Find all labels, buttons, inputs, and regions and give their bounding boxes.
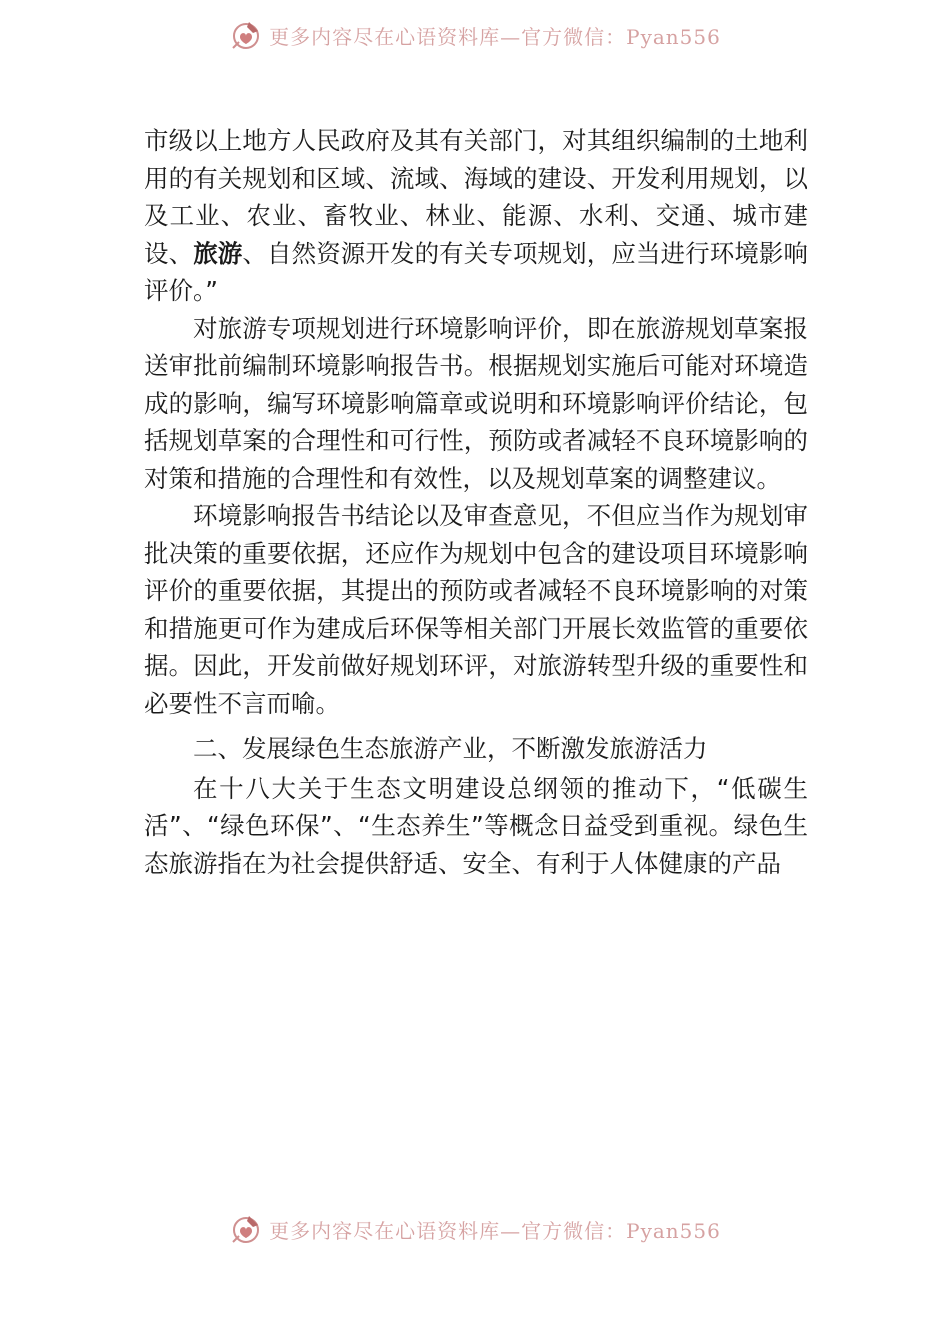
section-heading: 二、发展绿色生态旅游产业，不断激发旅游活力 xyxy=(193,734,708,763)
paragraph-1-text-start: 市级以上地方人民政府及其有关部门，对其组织编制的土地利用的有关规划和区域、流域、海域的建设、开发利用规划，以及工业、农业、畜牧业、林业、能源、水利、交通、城市建设、 xyxy=(144,126,808,268)
watermark-text: 更多内容尽在心语资料库—官方微信：Pyan556 xyxy=(269,24,721,49)
document-body xyxy=(144,122,808,882)
paragraph-1 xyxy=(144,122,808,310)
pen-heart-logo-icon xyxy=(229,1212,263,1246)
bold-keyword: 旅游 xyxy=(193,238,243,268)
paragraph-3: 环境影响报告书结论以及审查意见，不但应当作为规划审批决策的重要依据，还应作为规划中包含的建设项目环境影响评价的重要依据，其提出的预防或者减轻不良环境影响的对策和措施更可作为建成后环保等相关部门开展长效监管的重要依据。因此，开发前做好规划环评，对旅游转型升级的重要性和必要性不言而喻。 xyxy=(144,501,808,718)
footer-watermark xyxy=(0,1212,950,1246)
pen-heart-logo-icon xyxy=(229,18,263,52)
header-watermark xyxy=(0,18,950,52)
watermark-text: 更多内容尽在心语资料库—官方微信：Pyan556 xyxy=(269,1218,721,1243)
paragraph-1-text-end: 、自然资源开发的有关专项规划，应当进行环境影响评价。” xyxy=(144,238,809,305)
paragraph-2: 对旅游专项规划进行环境影响评价，即在旅游规划草案报送审批前编制环境影响报告书。根据规划实施后可能对环境造成的影响，编写环境影响篇章或说明和环境影响评价结论，包括规划草案的合理性和可行性，预防或者减轻不良环境影响的对策和措施的合理性和有效性，以及规划草案的调整建议。 xyxy=(144,313,808,493)
paragraph-4: 在十八大关于生态文明建设总纲领的推动下，“低碳生活”、“绿色环保”、“生态养生”等概念日益受到重视。绿色生态旅游指在为社会提供舒适、安全、有利于人体健康的产品 xyxy=(144,773,808,878)
